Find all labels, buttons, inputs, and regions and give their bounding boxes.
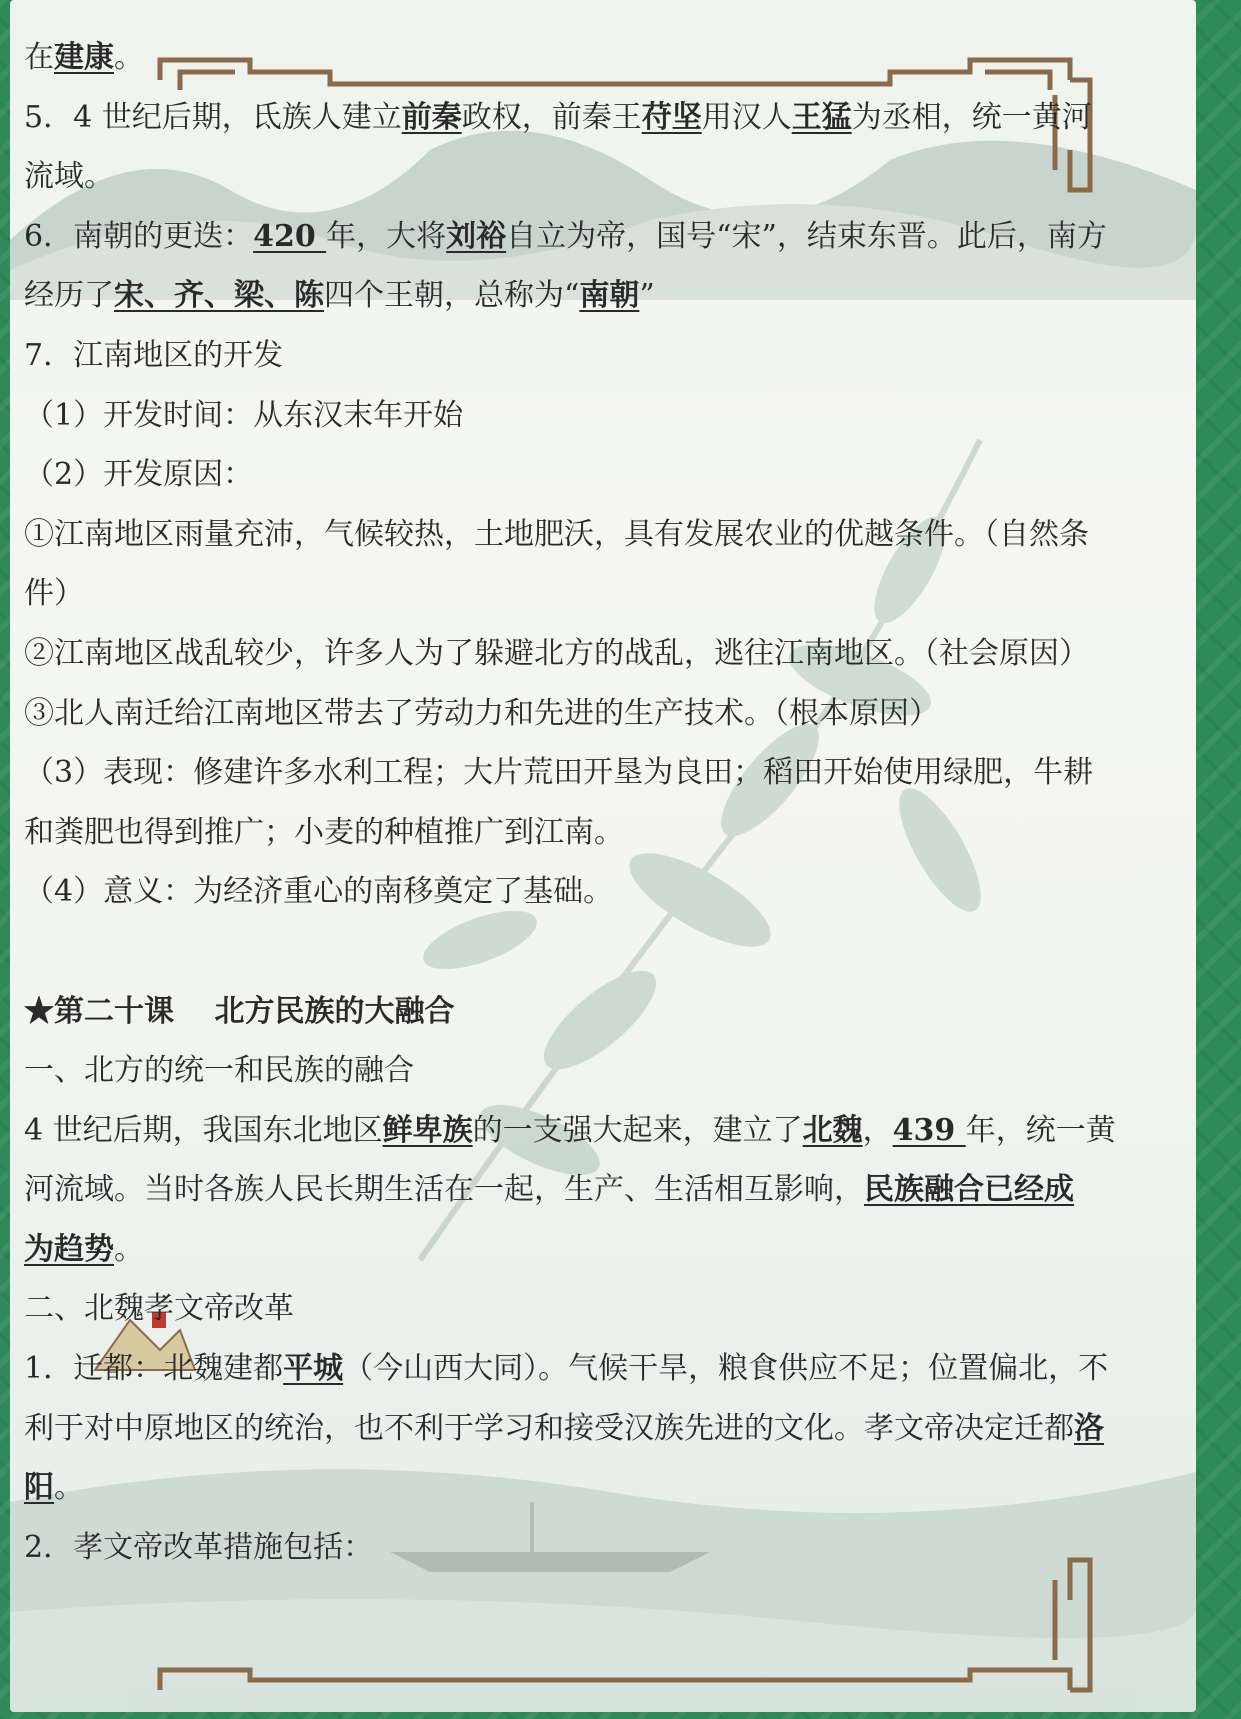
text-segment: 河流域。当时各族人民长期生活在一起，生产、生活相互影响， <box>24 1172 864 1208</box>
key-term: 439 <box>892 1112 966 1148</box>
text-segment: 7．江南地区的开发 <box>24 337 284 373</box>
text-segment: 政权，前秦王 <box>461 99 642 135</box>
text-segment: （1）开发时间：从东汉末年开始 <box>24 397 464 433</box>
text-line <box>24 743 1212 803</box>
text-line <box>24 386 1212 446</box>
text-line <box>24 88 1212 148</box>
text-segment: 6．南朝的更迭： <box>24 218 254 254</box>
text-segment: 利于对中原地区的统治，也不利于学习和接受汉族先进的文化。孝文帝决定迁都 <box>24 1410 1074 1446</box>
text-line <box>24 207 1212 267</box>
text-line <box>24 1458 1212 1518</box>
text-segment: 件） <box>24 576 84 612</box>
text-segment: （2）开发原因： <box>24 457 254 493</box>
text-segment: 二、北魏孝文帝改革 <box>24 1291 294 1327</box>
text-segment: 一、北方的统一和民族的融合 <box>24 1053 414 1089</box>
text-segment: 2．孝文帝改革措施包括： <box>24 1529 374 1565</box>
text-segment: 为丞相，统一黄河 <box>851 99 1092 135</box>
key-term: 北魏 <box>802 1112 863 1148</box>
text-line <box>24 28 1212 88</box>
text-segment: 流域。 <box>24 159 114 195</box>
text-line <box>24 1339 1212 1399</box>
text-line <box>24 1399 1212 1459</box>
key-term: 前秦 <box>401 99 462 135</box>
key-term: 平城 <box>283 1351 344 1387</box>
text-line <box>24 862 1212 922</box>
text-segment: 5．4 世纪后期，氐族人建立 <box>24 99 402 135</box>
text-segment: 1．迁都：北魏建都 <box>24 1351 284 1387</box>
text-line <box>24 982 1212 1042</box>
text-segment: 年，大将 <box>326 218 447 254</box>
text-segment: ” <box>639 278 655 314</box>
text-line <box>24 1160 1212 1220</box>
key-term: 阳 <box>24 1470 54 1506</box>
blank-line <box>24 922 1212 982</box>
text-segment: （4）意义：为经济重心的南移奠定了基础。 <box>24 874 614 910</box>
text-line <box>24 147 1212 207</box>
text-line <box>24 445 1212 505</box>
text-line <box>24 266 1212 326</box>
text-line <box>24 1220 1212 1280</box>
key-term: 刘裕 <box>446 218 507 254</box>
key-term: 宋、齐、梁、陈 <box>114 278 324 314</box>
text-segment: 。 <box>114 1231 144 1267</box>
key-term: 为趋势 <box>24 1231 114 1267</box>
text-line <box>24 1518 1212 1578</box>
text-segment: 4 世纪后期，我国东北地区 <box>24 1112 383 1148</box>
text-line <box>24 564 1212 624</box>
text-segment: 用汉人 <box>701 99 792 135</box>
text-segment: ③北人南迁给江南地区带去了劳动力和先进的生产技术。（根本原因） <box>24 695 939 731</box>
key-term: 洛 <box>1074 1410 1104 1446</box>
text-line <box>24 684 1212 744</box>
key-term: 南朝 <box>579 278 640 314</box>
text-segment: 。 <box>54 1470 84 1506</box>
text-line <box>24 1041 1212 1101</box>
text-segment: ①江南地区雨量充沛，气候较热，土地肥沃，具有发展农业的优越条件。（自然条 <box>24 516 1089 552</box>
key-term: 苻坚 <box>641 99 702 135</box>
key-term: 鲜卑族 <box>382 1112 473 1148</box>
text-line <box>24 624 1212 684</box>
text-segment: 和粪肥也得到推广；小麦的种植推广到江南。 <box>24 814 624 850</box>
text-line <box>24 803 1212 863</box>
text-segment: 经历了 <box>24 278 114 314</box>
text-line <box>24 326 1212 386</box>
text-segment: （3）表现：修建许多水利工程；大片荒田开垦为良田；稻田开始使用绿肥，牛耕 <box>24 755 1094 791</box>
key-term: 王猛 <box>791 99 852 135</box>
key-term: 民族融合已经成 <box>864 1172 1074 1208</box>
text-line <box>24 1101 1212 1161</box>
document-body <box>24 28 1212 1577</box>
text-segment: ②江南地区战乱较少，许多人为了躲避北方的战乱，逃往江南地区。（社会原因） <box>24 635 1089 671</box>
text-segment: 在 <box>24 40 54 75</box>
text-line <box>24 1279 1212 1339</box>
text-segment: ， <box>862 1112 893 1148</box>
text-segment: 年，统一黄 <box>965 1112 1116 1148</box>
text-line <box>24 505 1212 565</box>
text-segment: （今山西大同）。气候干旱，粮食供应不足；位置偏北，不 <box>343 1351 1109 1387</box>
text-segment: 的一支强大起来，建立了 <box>472 1112 803 1148</box>
key-term: 建康 <box>54 40 114 75</box>
key-term: 420 <box>253 218 327 254</box>
text-segment: 。 <box>114 40 144 75</box>
lesson-heading: ★第二十课 北方民族的大融合 <box>24 993 455 1029</box>
text-segment: 自立为帝，国号“宋”，结束东晋。此后，南方 <box>506 218 1107 254</box>
text-segment: 四个王朝，总称为“ <box>324 278 580 314</box>
